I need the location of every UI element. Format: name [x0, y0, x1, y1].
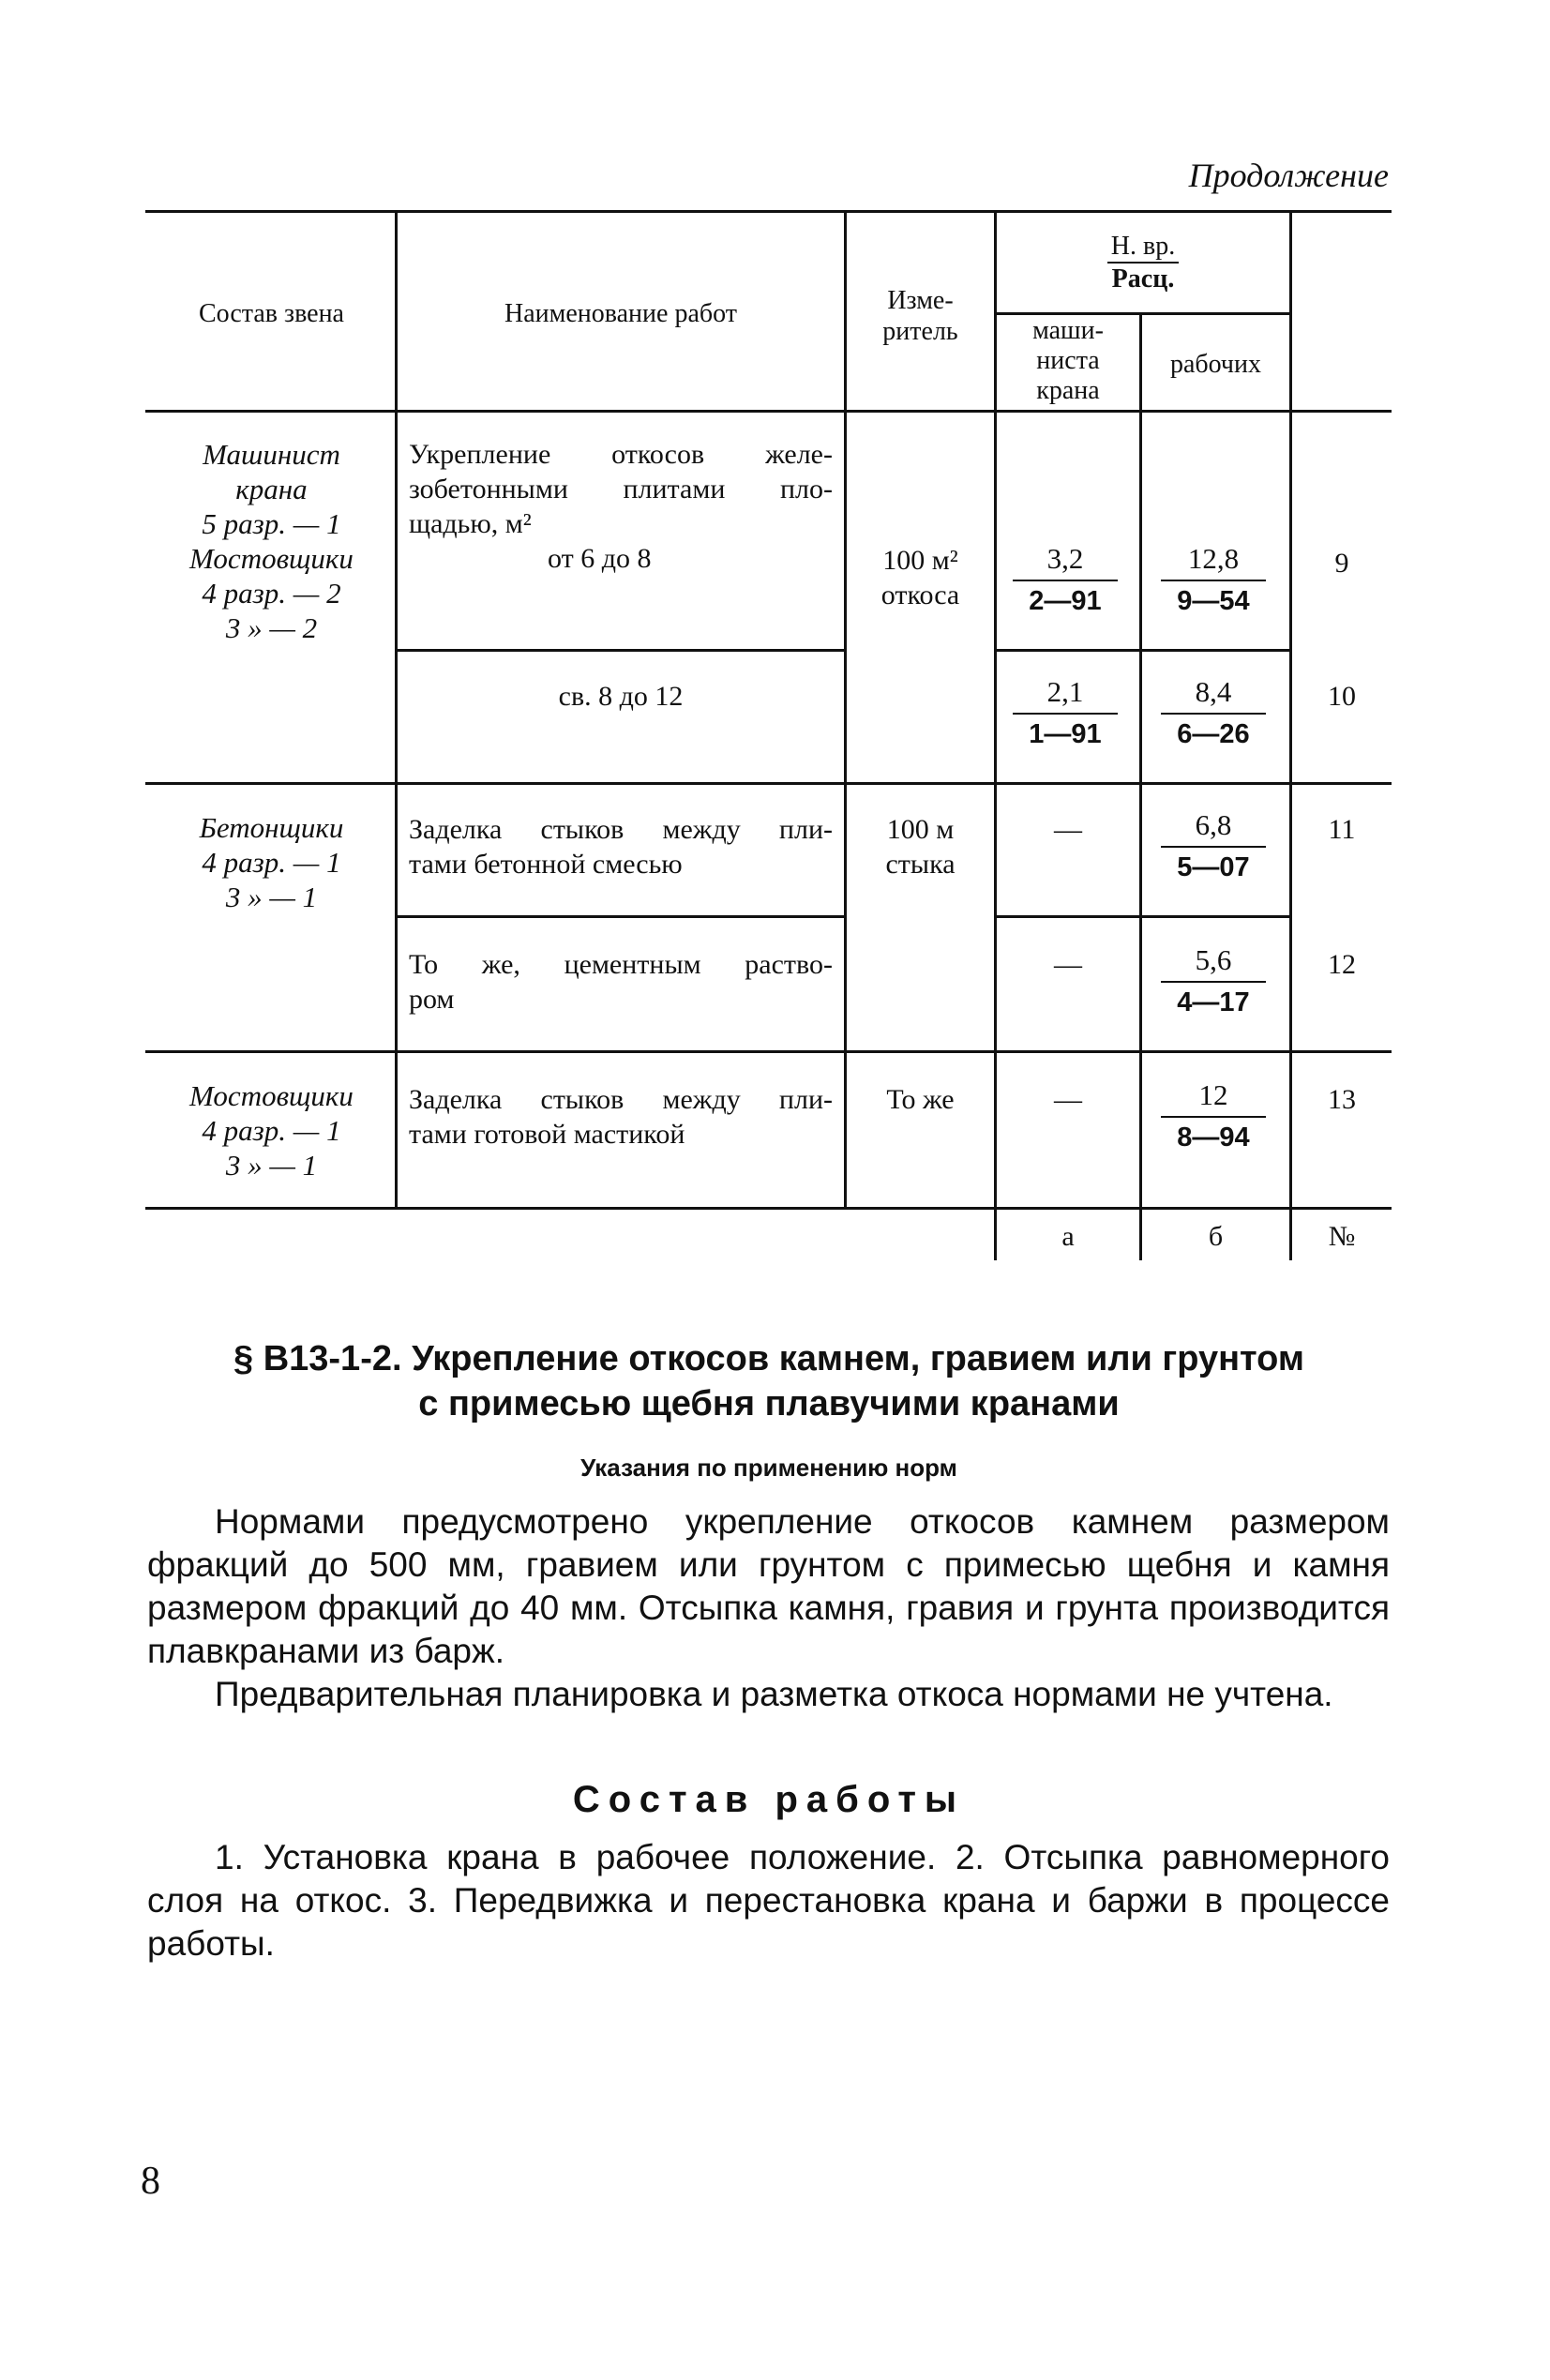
header-crew: Состав звена [199, 299, 344, 328]
rate-operator [1013, 673, 1118, 754]
work-line: щадью, м² [409, 508, 532, 539]
row-number: 11 [1328, 814, 1356, 845]
column-number-sign: № [1328, 1221, 1356, 1252]
work-line: Заделка стыков между пли- [409, 1084, 833, 1115]
page-number: 8 [141, 2160, 160, 2203]
time-norm: 12 [1161, 1077, 1266, 1118]
header-col-line: ниста [1036, 346, 1100, 375]
unit-cell [847, 812, 994, 881]
crew-line: 3 » — 1 [225, 881, 318, 913]
header-norm-time: Н. вр. [1107, 231, 1179, 264]
work-line: тами бетонной смесью [409, 849, 683, 880]
time-norm: 2,1 [1013, 673, 1118, 715]
crew-line: Бетонщики [199, 811, 344, 844]
group-rule [145, 1050, 1392, 1053]
table-bottom-rule [145, 1207, 1392, 1210]
rate-value: 6—26 [1177, 719, 1250, 749]
crew-line: Мостовщики [189, 1079, 354, 1112]
work-line: Заделка стыков между пли- [409, 814, 833, 845]
row-number: 12 [1328, 949, 1356, 980]
crew-group [148, 437, 395, 645]
header-unit-line: Изме- [887, 286, 954, 315]
paragraph: Нормами предусмотрено укрепление откосов камнем размером фракций до 500 мм, гравием или грунтом с примесью щебня и камня размером фракций до 40 мм. Отсыпка камня, гравия и грунта производится плавкранами из барж. [147, 1502, 1390, 1670]
crew-line: Мостовщики [189, 542, 354, 575]
unit-line: То же [886, 1084, 955, 1115]
work-description [409, 812, 833, 881]
work-description [409, 437, 833, 576]
work-line: тами готовой мастикой [409, 1119, 685, 1150]
row-rule [996, 915, 1291, 918]
column-letter-a: а [1061, 1221, 1075, 1252]
row-number: 9 [1334, 548, 1349, 579]
header-norm [997, 231, 1289, 294]
rate-value: 9—54 [1177, 586, 1250, 616]
rate-value: 4—17 [1177, 987, 1250, 1017]
work-subrange: от 6 до 8 [548, 543, 652, 574]
header-norm-rate: Расц. [1111, 264, 1175, 294]
crew-line: 4 разр. — 1 [202, 846, 341, 879]
crew-line: Машинист [203, 438, 340, 471]
header-col-line: маши- [1032, 316, 1104, 345]
rate-operator-dash: — [1054, 814, 1082, 845]
rate-workers [1161, 1077, 1266, 1157]
col-rule [1139, 312, 1142, 1260]
paragraph: 1. Установка крана в рабочее положение. 2. Отсыпка равномерного слоя на откос. 3. Передвижка и перестановка крана и баржи в процессе работы. [147, 1838, 1390, 1963]
crew-group [148, 1078, 395, 1182]
work-line: Укрепление откосов желе- [409, 439, 833, 470]
section-subtitle: Указания по применению норм [580, 1454, 957, 1482]
rate-operator-dash: — [1054, 949, 1082, 980]
section-title [141, 1336, 1397, 1426]
crew-group [148, 810, 395, 914]
group-rule [145, 782, 1392, 785]
rate-operator [1013, 540, 1118, 621]
rate-value: 2—91 [1029, 586, 1102, 616]
section-title-line: с примесью щебня плавучими кранами [418, 1384, 1120, 1423]
time-norm: 8,4 [1161, 673, 1266, 715]
work-text [147, 1836, 1390, 1966]
rate-value: 8—94 [1177, 1122, 1250, 1152]
continuation-label: Продолжение [1188, 157, 1389, 194]
crew-line: 4 разр. — 2 [202, 577, 341, 610]
crew-line: крана [235, 473, 308, 505]
row-number: 13 [1328, 1084, 1356, 1115]
rate-workers [1161, 806, 1266, 887]
paragraph: Предварительная планировка и разметка откоса нормами не учтена. [215, 1675, 1333, 1713]
row-rule [397, 649, 846, 652]
row-rule [996, 649, 1291, 652]
work-description [409, 947, 833, 1017]
work-line: зобетонными плитами пло- [409, 474, 833, 505]
unit-line: стыка [885, 849, 956, 880]
unit-line: откоса [880, 580, 960, 610]
crew-line: 3 » — 2 [225, 611, 318, 644]
header-col-workers: рабочих [1169, 350, 1261, 379]
header-col-operator [997, 316, 1139, 406]
header-unit [847, 285, 994, 347]
time-norm: 12,8 [1161, 540, 1266, 581]
unit-cell [847, 543, 994, 612]
time-norm: 6,8 [1161, 806, 1266, 848]
header-work: Наименование работ [504, 299, 737, 328]
work-line: То же, цементным раство- [409, 949, 833, 980]
work-description [409, 1082, 833, 1152]
row-number: 10 [1328, 681, 1356, 712]
unit-cell [847, 1082, 994, 1117]
rate-operator-dash: — [1054, 1084, 1082, 1115]
crew-line: 3 » — 1 [225, 1149, 318, 1182]
work-heading: Состав работы [572, 1779, 966, 1820]
work-line: ром [409, 984, 455, 1015]
header-col-line: крана [1036, 376, 1100, 405]
rate-workers [1161, 673, 1266, 754]
table-top-rule [145, 210, 1392, 213]
header-unit-line: ритель [882, 317, 958, 346]
unit-line: 100 м [886, 814, 955, 845]
time-norm: 3,2 [1013, 540, 1118, 581]
rate-value: 1—91 [1029, 719, 1102, 749]
row-rule [397, 915, 846, 918]
rate-value: 5—07 [1177, 852, 1250, 882]
crew-line: 5 разр. — 1 [202, 507, 341, 540]
header-bottom-rule [145, 410, 1392, 413]
time-norm: 5,6 [1161, 941, 1266, 983]
unit-line: 100 м² [882, 545, 958, 576]
header-inner-rule [996, 312, 1291, 315]
work-subrange: св. 8 до 12 [558, 681, 684, 712]
col-rule [844, 210, 847, 1210]
rate-workers [1161, 941, 1266, 1022]
section-title-line: § В13-1-2. Укрепление откосов камнем, гравием или грунтом [233, 1339, 1304, 1378]
body-text [147, 1500, 1390, 1716]
column-letter-b: б [1208, 1221, 1224, 1252]
crew-line: 4 разр. — 1 [202, 1114, 341, 1147]
rate-workers [1161, 540, 1266, 621]
